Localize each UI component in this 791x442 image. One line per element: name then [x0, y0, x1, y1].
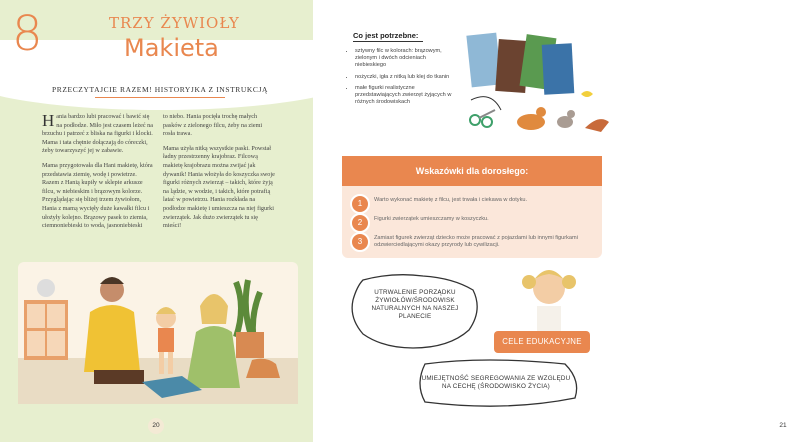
chapter-number: 8 — [12, 6, 43, 62]
list-item: • sztywny filc w kolorach: brązowym, zielonym i dwóch odcieniach niebieskiego — [355, 48, 455, 70]
page-number: 21 — [775, 418, 791, 434]
story-paragraph: Mama użyła nitką wszystkie paski. Powstał ładny przestrzenny krajobraz. Filcową makietę krajobrazu można zwijać jak dywanik! Hania włożyła do koszyczka swoje figurki różnych zwierząt – takich, które żyją na lądzie, w wodzie, i takich, które potrafią latać w powietrzu. Hania rozkłada na podłodze makietę i umieszcza na niej figurki zwierzątek. Jak dużo zwierzątek tu się mieści! — [163, 144, 275, 230]
materials-list — [347, 48, 455, 110]
story-paragraph: to niebo. Hania pocięła trochę małych pasków z zielonego filcu, żeby na ziemi rosła trawa. — [163, 113, 263, 138]
goal-text: UMIEJĘTNOŚĆ SEGREGOWANIA ZE WZGLĘDU NA CECHĘ (ŚRODOWISKO ŻYCIA) — [421, 375, 571, 390]
tip-text: Zamiast figurek zwierząt dziecko może pracować z pojazdami lub innymi figurkami odzwierciedlającymi okazy przyrody lub cywilizacji. — [374, 235, 578, 248]
heading-underline — [353, 41, 423, 42]
girl-illustration — [519, 262, 579, 334]
tip-item — [350, 194, 600, 214]
materials-illustration — [461, 30, 621, 145]
section-heading: PRZECZYTAJCIE RAZEM! HISTORYJKA Z INSTRUKCJĄ — [51, 85, 269, 94]
tip-number: 1 — [350, 194, 370, 214]
page-number: 20 — [148, 418, 164, 434]
educational-goals-badge: CELE EDUKACYJNE — [494, 331, 590, 353]
story-paragraph: Mama przygotowała dla Hani makietę, która przedstawia ziemię, wodę i powietrze. Razem z Hanią kupiły w sklepie arkusze filcu, w niebieskim i brązowym kolorze. Przyglądając się bliżej trzem żywiołom, Hania z mamą wycięły duże kawałki filcu i ułożyły kolejno. Brązowy pasek to ziemia, ciemnoniebieski to woda, jasnoniebieski — [42, 161, 153, 230]
tip-item — [350, 232, 600, 252]
materials-heading: Co jest potrzebne: — [353, 31, 419, 40]
drop-cap: H — [42, 111, 55, 130]
story-column-1 — [42, 113, 154, 237]
tip-text: Warto wykonać makietę z filcu, jest trwała i ciekawa w dotyku. — [374, 197, 528, 203]
tip-number: 2 — [350, 213, 370, 233]
left-page — [0, 0, 313, 442]
heading-underline — [95, 97, 225, 98]
story-column-2 — [163, 113, 275, 237]
story-paragraph: Hania bardzo lubi pracować i bawić się na podłodze. Miło jest czasem leżeć na brzuchu i patrzeć z bliska na figurki i klocki. Mama i tata chętnie dołączają do córeczki, żeby towarzyszyć jej w zabawie. — [42, 111, 154, 155]
adult-tips-box — [342, 156, 602, 258]
goal-text: UTRWALENIE PORZĄDKU ŻYWIOŁÓW/ŚRODOWISK NATURALNYCH NA NASZEJ PLANECIE — [371, 289, 459, 320]
tip-number: 3 — [350, 232, 370, 252]
tip-item — [350, 213, 600, 233]
tips-heading: Wskazówki dla dorosłego: — [342, 156, 602, 186]
list-item: • małe figurki realistyczne przedstawiających zwierzęt żyjących w różnych środowiskach — [355, 85, 455, 107]
list-item: • nożyczki, igła z nitką lub klej do tkanin — [355, 74, 455, 81]
chapter-subtitle: Makieta — [124, 34, 219, 62]
chapter-title: TRZY ŻYWIOŁY — [109, 14, 240, 32]
family-illustration — [18, 262, 298, 404]
tip-text: Figurki zwierzątek umieszczamy w koszyczku. — [374, 216, 489, 222]
right-page — [313, 0, 787, 442]
